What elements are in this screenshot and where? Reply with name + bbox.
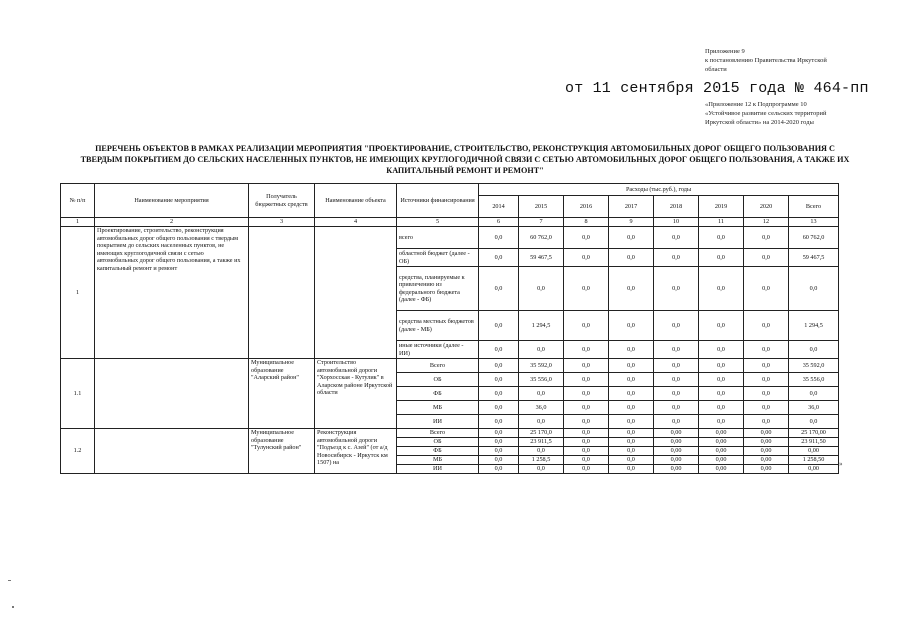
year-value: 0,0 — [519, 464, 564, 473]
year-value: 0,0 — [564, 227, 609, 249]
colnum: 13 — [789, 218, 839, 227]
year-value: 0,0 — [699, 227, 744, 249]
total-value: 0,00 — [789, 464, 839, 473]
prilozhenie-line: «Приложение 12 к Подпрограмме 10 — [705, 101, 807, 108]
object-name: Строительство автомобильной дороги "Хорхосская - Кутулик" в Аларском районе Иркутской области — [315, 359, 397, 429]
year-value: 0,0 — [479, 455, 519, 464]
funding-source: МБ — [397, 401, 479, 415]
table-row — [61, 429, 839, 438]
colnum: 12 — [744, 218, 789, 227]
year-value: 0,0 — [654, 401, 699, 415]
year-value: 0,0 — [699, 373, 744, 387]
year-value: 0,0 — [654, 387, 699, 401]
colnum: 9 — [609, 218, 654, 227]
year-value: 0,0 — [609, 464, 654, 473]
document-title: ПЕРЕЧЕНЬ ОБЪЕКТОВ В РАМКАХ РЕАЛИЗАЦИИ МЕРОПРИЯТИЯ "ПРОЕКТИРОВАНИЕ, СТРОИТЕЛЬСТВО, РЕКОНСТРУКЦИЯ АВТОМОБИЛЬНЫХ ДОРОГ ОБЩЕГО ПОЛЬЗОВАНИЯ С ТВЕРДЫМ ПОКРЫТИЕМ ДО СЕЛЬСКИХ НАСЕЛЕННЫХ ПУНКТОВ, НЕ ИМЕЮЩИХ КРУГЛОГОДИЧНОЙ СВЯЗИ С СЕТЬЮ АВТОМОБИЛЬНЫХ ДОРОГ ОБЩЕГО ПОЛЬЗОВАНИЯ, А ТАКЖЕ ИХ КАПИТАЛЬНЫЙ РЕМОНТ И РЕМОНТ" — [80, 144, 850, 175]
year-value: 0,0 — [609, 387, 654, 401]
total-value: 1 294,5 — [789, 311, 839, 341]
year-value: 0,0 — [654, 311, 699, 341]
appendix-block — [705, 47, 895, 74]
appendix-line: к постановлению Правительства Иркутской — [705, 57, 827, 64]
year-value: 0,00 — [654, 446, 699, 455]
year-value: 0,0 — [479, 387, 519, 401]
year-value: 0,0 — [654, 249, 699, 267]
header-object: Наименование объекта — [315, 184, 397, 218]
table-row — [61, 359, 839, 373]
year-value: 0,00 — [744, 455, 789, 464]
total-value: 35 592,0 — [789, 359, 839, 373]
year-value: 0,00 — [744, 429, 789, 438]
year-value: 0,0 — [479, 341, 519, 359]
total-value: 0,0 — [789, 267, 839, 311]
year-value: 0,00 — [699, 464, 744, 473]
header-year: 2017 — [609, 196, 654, 218]
year-value: 0,0 — [479, 446, 519, 455]
year-value: 0,0 — [744, 387, 789, 401]
header-expenses: Расходы (тыс.руб.), годы — [479, 184, 839, 196]
year-value: 0,0 — [744, 415, 789, 429]
year-value: 0,00 — [654, 455, 699, 464]
table-row — [61, 227, 839, 249]
year-value: 60 762,0 — [519, 227, 564, 249]
scan-speck — [8, 580, 11, 581]
year-value: 1 258,5 — [519, 455, 564, 464]
year-value: 0,0 — [699, 387, 744, 401]
funding-source: ФБ — [397, 446, 479, 455]
year-value: 0,0 — [564, 415, 609, 429]
header-year: 2018 — [654, 196, 699, 218]
header-name: Наименование мероприятия — [95, 184, 249, 218]
year-value: 0,00 — [744, 446, 789, 455]
total-value: 1 258,50 — [789, 455, 839, 464]
year-value: 0,0 — [744, 227, 789, 249]
total-value: 36,0 — [789, 401, 839, 415]
year-value: 0,0 — [479, 464, 519, 473]
header-year: 2015 — [519, 196, 564, 218]
year-value: 0,0 — [744, 249, 789, 267]
year-value: 35 556,0 — [519, 373, 564, 387]
year-value: 0,0 — [609, 437, 654, 446]
year-value: 0,0 — [479, 401, 519, 415]
year-value: 0,00 — [699, 455, 744, 464]
header-sources: Источники финансирования — [397, 184, 479, 218]
year-value: 0,0 — [479, 227, 519, 249]
year-value: 0,0 — [564, 373, 609, 387]
year-value: 0,0 — [609, 415, 654, 429]
year-value: 0,0 — [564, 464, 609, 473]
year-value: 0,0 — [699, 401, 744, 415]
colnum: 10 — [654, 218, 699, 227]
colnum: 2 — [95, 218, 249, 227]
year-value: 0,0 — [609, 373, 654, 387]
year-value: 0,00 — [654, 437, 699, 446]
year-value: 0,0 — [744, 373, 789, 387]
funding-source: ИИ — [397, 415, 479, 429]
funding-source: ИИ — [397, 464, 479, 473]
year-value: 0,00 — [699, 446, 744, 455]
year-value: 0,00 — [699, 437, 744, 446]
total-value: 0,00 — [789, 446, 839, 455]
year-value: 0,0 — [479, 437, 519, 446]
funding-source: ОБ — [397, 373, 479, 387]
year-value: 0,0 — [744, 401, 789, 415]
funding-source: МБ — [397, 455, 479, 464]
funding-source: всего — [397, 227, 479, 249]
year-value: 0,0 — [609, 446, 654, 455]
header-year: 2014 — [479, 196, 519, 218]
year-value: 0,0 — [654, 373, 699, 387]
year-value: 0,0 — [609, 227, 654, 249]
year-value: 0,0 — [564, 341, 609, 359]
objects-table — [60, 183, 839, 474]
year-value: 0,0 — [564, 429, 609, 438]
year-value: 23 911,5 — [519, 437, 564, 446]
closing-quote: » — [839, 460, 843, 468]
colnum: 8 — [564, 218, 609, 227]
funding-source: Всего — [397, 359, 479, 373]
colnum: 6 — [479, 218, 519, 227]
prilozhenie-block — [705, 100, 895, 127]
appendix-line: Приложение 9 — [705, 48, 745, 55]
year-value: 0,0 — [609, 267, 654, 311]
colnum: 7 — [519, 218, 564, 227]
year-value: 0,0 — [519, 387, 564, 401]
year-value: 0,0 — [479, 311, 519, 341]
year-value: 0,00 — [654, 464, 699, 473]
year-value: 0,0 — [479, 267, 519, 311]
funding-source: иные источники (далее - ИИ) — [397, 341, 479, 359]
year-value: 0,0 — [564, 446, 609, 455]
year-value: 0,0 — [654, 341, 699, 359]
year-value: 0,00 — [744, 464, 789, 473]
year-value: 0,0 — [564, 267, 609, 311]
decree-date: от 11 сентября 2015 года № 464-пп — [565, 80, 869, 97]
header-num: № п/п — [61, 184, 95, 218]
funding-source: областной бюджет (далее - ОБ) — [397, 249, 479, 267]
year-value: 0,0 — [519, 446, 564, 455]
year-value: 0,0 — [479, 249, 519, 267]
total-value: 59 467,5 — [789, 249, 839, 267]
funding-source: Всего — [397, 429, 479, 438]
year-value: 0,0 — [479, 373, 519, 387]
year-value: 0,0 — [609, 401, 654, 415]
year-value: 0,0 — [479, 359, 519, 373]
total-value: 0,0 — [789, 387, 839, 401]
colnum: 4 — [315, 218, 397, 227]
scan-speck — [12, 606, 14, 608]
row-num: 1.1 — [61, 359, 95, 429]
year-value: 0,0 — [609, 311, 654, 341]
colnum: 11 — [699, 218, 744, 227]
total-value: 0,0 — [789, 341, 839, 359]
year-value: 0,0 — [699, 359, 744, 373]
year-value: 0,0 — [744, 311, 789, 341]
year-value: 36,0 — [519, 401, 564, 415]
funding-source: средства местных бюджетов (далее - МБ) — [397, 311, 479, 341]
year-value: 0,0 — [609, 429, 654, 438]
header-year: 2019 — [699, 196, 744, 218]
header-year: 2020 — [744, 196, 789, 218]
year-value: 0,0 — [609, 455, 654, 464]
colnum: 1 — [61, 218, 95, 227]
year-value: 0,0 — [699, 311, 744, 341]
year-value: 0,0 — [519, 267, 564, 311]
prilozhenie-line: «Устойчивое развитие сельских территорий — [705, 110, 827, 117]
row-num: 1.2 — [61, 429, 95, 474]
year-value: 0,0 — [564, 437, 609, 446]
recipient: Муниципальное образование "Тулунский район" — [249, 429, 315, 474]
year-value: 0,00 — [699, 429, 744, 438]
year-value: 0,0 — [519, 341, 564, 359]
year-value: 0,0 — [654, 359, 699, 373]
year-value: 0,0 — [744, 359, 789, 373]
year-value: 0,0 — [479, 429, 519, 438]
year-value: 0,0 — [654, 227, 699, 249]
object-cell — [315, 227, 397, 359]
year-value: 0,0 — [699, 341, 744, 359]
year-value: 59 467,5 — [519, 249, 564, 267]
year-value: 0,0 — [479, 415, 519, 429]
header-year: 2016 — [564, 196, 609, 218]
event-name: Проектирование, строительство, реконструкция автомобильных дорог общего пользования с твердым покрытием до сельских населенных пунктов, не имеющих круглогодичной связи с сетью автомобильных дорог общего пользования, а также их капитальный ремонт и ремонт — [95, 227, 249, 359]
year-value: 0,0 — [564, 387, 609, 401]
year-value: 0,0 — [519, 415, 564, 429]
recipient: Муниципальное образование "Аларский район" — [249, 359, 315, 429]
year-value: 0,0 — [654, 267, 699, 311]
row-num: 1 — [61, 227, 95, 359]
year-value: 0,0 — [609, 249, 654, 267]
total-value: 35 556,0 — [789, 373, 839, 387]
year-value: 0,00 — [654, 429, 699, 438]
year-value: 1 294,5 — [519, 311, 564, 341]
funding-source: средства, планируемые к привлечению из федерального бюджета (далее - ФБ) — [397, 267, 479, 311]
object-name: Реконструкция автомобильной дороги "Подъезд к с. Азей" (от а/д Новосибирск - Иркутск км 1507) на — [315, 429, 397, 474]
total-value: 60 762,0 — [789, 227, 839, 249]
year-value: 0,0 — [564, 359, 609, 373]
total-value: 23 911,50 — [789, 437, 839, 446]
year-value: 0,0 — [654, 415, 699, 429]
funding-source: ФБ — [397, 387, 479, 401]
year-value: 0,0 — [609, 341, 654, 359]
header-recipient: Получатель бюджетных средств — [249, 184, 315, 218]
year-value: 0,00 — [744, 437, 789, 446]
event-name — [95, 429, 249, 474]
year-value: 0,0 — [699, 415, 744, 429]
prilozhenie-line: Иркутской области» на 2014-2020 годы — [705, 119, 814, 126]
event-name — [95, 359, 249, 429]
year-value: 0,0 — [744, 267, 789, 311]
funding-source: ОБ — [397, 437, 479, 446]
year-value: 25 170,0 — [519, 429, 564, 438]
total-value: 0,0 — [789, 415, 839, 429]
recipient-cell — [249, 227, 315, 359]
year-value: 35 592,0 — [519, 359, 564, 373]
colnum: 5 — [397, 218, 479, 227]
total-value: 25 170,00 — [789, 429, 839, 438]
year-value: 0,0 — [564, 249, 609, 267]
year-value: 0,0 — [564, 455, 609, 464]
year-value: 0,0 — [744, 341, 789, 359]
colnum: 3 — [249, 218, 315, 227]
year-value: 0,0 — [699, 249, 744, 267]
year-value: 0,0 — [609, 359, 654, 373]
appendix-line: области — [705, 66, 727, 73]
header-total: Всего — [789, 196, 839, 218]
year-value: 0,0 — [564, 311, 609, 341]
year-value: 0,0 — [699, 267, 744, 311]
year-value: 0,0 — [564, 401, 609, 415]
